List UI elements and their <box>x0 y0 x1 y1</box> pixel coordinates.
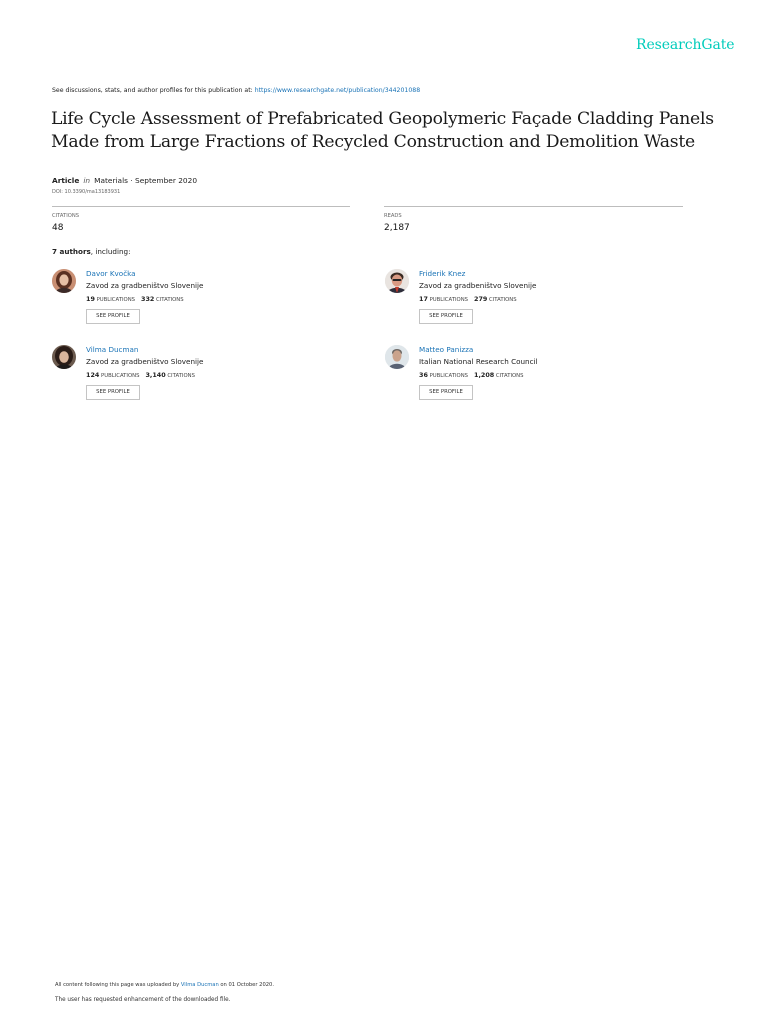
citations-count: 1,208 <box>474 371 495 379</box>
avatar[interactable] <box>385 269 409 293</box>
publications-count: 19 <box>86 295 95 303</box>
publication-url-link[interactable]: https://www.researchgate.net/publication/344201088 <box>254 87 421 94</box>
citations-label: CITATIONS <box>489 297 517 303</box>
publications-count: 36 <box>419 371 428 379</box>
article-type: Article <box>52 176 80 185</box>
uploader-link[interactable]: Vilma Ducman <box>180 982 219 988</box>
citations-count: 332 <box>141 295 155 303</box>
publications-label: PUBLICATIONS <box>101 373 140 379</box>
author-name-link[interactable]: Davor Kvočka <box>86 269 136 278</box>
reads-value: 2,187 <box>384 223 410 233</box>
avatar[interactable] <box>385 345 409 369</box>
publications-count: 17 <box>419 295 428 303</box>
publication-title: Life Cycle Assessment of Prefabricated Geopolymeric Façade Cladding Panels Made from Large Fractions of Recycled Construction and Demolition Waste <box>51 109 714 152</box>
author-name-link[interactable]: Matteo Panizza <box>419 345 474 354</box>
see-profile-button[interactable]: SEE PROFILE <box>86 309 140 324</box>
author-card <box>385 345 685 405</box>
upload-note-prefix: All content following this page was uploaded by <box>55 982 181 988</box>
publication-meta <box>52 176 197 185</box>
authors-count: 7 authors <box>52 247 91 256</box>
avatar[interactable] <box>52 269 76 293</box>
citations-divider <box>52 206 350 207</box>
author-institution: Italian National Research Council <box>419 357 538 366</box>
publications-count: 124 <box>86 371 100 379</box>
upload-note-suffix: on 01 October 2020. <box>218 982 275 988</box>
citations-label: CITATIONS <box>167 373 195 379</box>
discussions-prefix: See discussions, stats, and author profiles for this publication at: <box>52 87 255 94</box>
see-profile-button[interactable]: SEE PROFILE <box>419 385 473 400</box>
author-institution: Zavod za gradbeništvo Slovenije <box>419 281 537 290</box>
doi: DOI: 10.3390/ma13183931 <box>52 189 121 195</box>
discussions-line <box>52 87 420 94</box>
citations-count: 279 <box>474 295 488 303</box>
reads-divider <box>384 206 683 207</box>
citations-label: CITATIONS <box>52 213 80 219</box>
reads-label: READS <box>384 213 402 219</box>
see-profile-button[interactable]: SEE PROFILE <box>86 385 140 400</box>
enhancement-note: The user has requested enhancement of the downloaded file. <box>55 997 231 1003</box>
author-institution: Zavod za gradbeništvo Slovenije <box>86 357 204 366</box>
author-card <box>52 345 352 405</box>
citations-count: 3,140 <box>145 371 166 379</box>
author-stats <box>419 371 524 379</box>
author-stats <box>86 295 184 303</box>
author-stats <box>419 295 517 303</box>
author-card <box>52 269 352 329</box>
in-label: in <box>83 176 91 185</box>
upload-note <box>55 982 274 988</box>
citations-label: CITATIONS <box>156 297 184 303</box>
author-institution: Zavod za gradbeništvo Slovenije <box>86 281 204 290</box>
authors-heading-suffix: , including: <box>90 247 131 256</box>
publications-label: PUBLICATIONS <box>429 297 469 303</box>
author-card <box>385 269 685 329</box>
author-name-link[interactable]: Vilma Ducman <box>86 345 139 354</box>
avatar[interactable] <box>52 345 76 369</box>
journal-date: Materials · September 2020 <box>94 176 198 185</box>
researchgate-logo[interactable]: ResearchGate <box>636 37 735 53</box>
see-profile-button[interactable]: SEE PROFILE <box>419 309 473 324</box>
citations-label: CITATIONS <box>495 373 524 379</box>
publications-label: PUBLICATIONS <box>96 297 136 303</box>
publications-label: PUBLICATIONS <box>429 373 469 379</box>
author-stats <box>86 371 195 379</box>
authors-heading <box>52 247 131 256</box>
citations-value: 48 <box>52 223 64 233</box>
author-name-link[interactable]: Friderik Knez <box>419 269 466 278</box>
